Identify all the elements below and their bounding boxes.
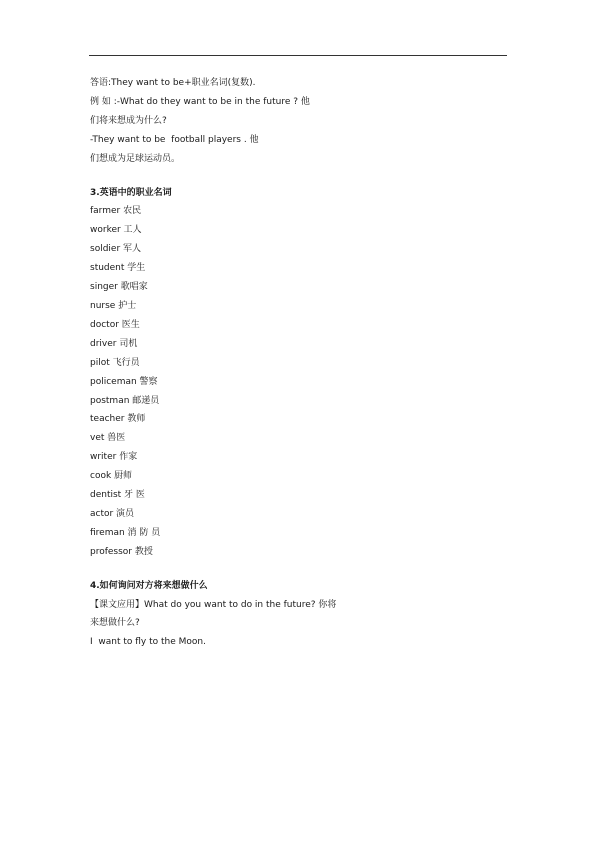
lesson-application-line: 【课文应用】What do you want to do in the future? 你将 — [90, 599, 337, 610]
list-item: farmer 农民 — [90, 206, 142, 217]
list-item: student 学生 — [90, 263, 146, 274]
list-item: dentist 牙 医 — [90, 490, 145, 501]
list-item: postman 邮递员 — [90, 395, 160, 406]
list-item: worker 工人 — [90, 225, 142, 236]
answer-pattern-line: 答语:They want to be+职业名词(复数). — [90, 78, 256, 88]
list-item: writer 作家 — [90, 452, 138, 463]
list-item: actor 演员 — [90, 508, 135, 519]
example-answer-moon: I want to fly to the Moon. — [90, 637, 206, 648]
example-question-line: 例 如 :-What do they want to be in the future ? 他 — [90, 96, 310, 107]
list-item: policeman 警察 — [90, 376, 158, 387]
list-item: soldier 军人 — [90, 244, 142, 255]
example-answer-line: -They want to be football players . 他 — [90, 134, 259, 145]
list-item: vet 兽医 — [90, 433, 126, 444]
header-rule — [89, 55, 507, 56]
section-heading-future-question: 4.如何询问对方将来想做什么 — [90, 580, 208, 591]
lesson-application-translation: 来想做什么? — [90, 618, 140, 629]
list-item: driver 司机 — [90, 338, 138, 349]
list-item: pilot 飞行员 — [90, 357, 140, 368]
section-heading-occupations: 3.英语中的职业名词 — [90, 187, 172, 198]
answer-pattern-block — [90, 74, 420, 169]
list-item: teacher 教师 — [90, 414, 146, 425]
document-body — [90, 74, 420, 652]
occupation-list — [90, 202, 420, 561]
list-item: fireman 消 防 员 — [90, 527, 161, 538]
example-question-translation: 们将来想成为什么? — [90, 115, 167, 126]
list-item: nurse 护士 — [90, 300, 137, 311]
list-item: doctor 医生 — [90, 319, 140, 330]
list-item: singer 歌唱家 — [90, 282, 148, 293]
example-answer-translation: 们想成为足球运动员。 — [90, 153, 181, 164]
list-item: cook 厨师 — [90, 471, 133, 482]
list-item: professor 教授 — [90, 546, 153, 557]
